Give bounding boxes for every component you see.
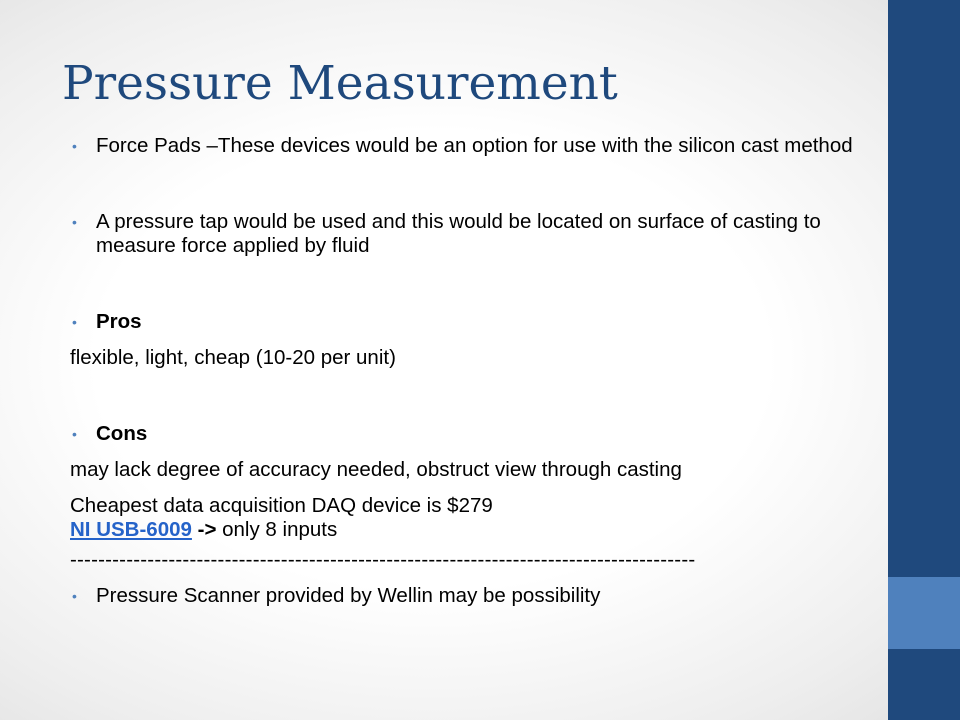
bullet-force-pads	[70, 134, 860, 158]
cons-heading: Cons	[96, 422, 148, 445]
daq-link[interactable]: NI USB-6009	[70, 518, 192, 541]
slide-title: Pressure Measurement	[62, 56, 618, 111]
bullet-dot-icon: •	[72, 314, 77, 330]
right-sidebar-accent	[888, 577, 960, 649]
daq-inputs-text: only 8 inputs	[216, 518, 338, 541]
daq-text: Cheapest data acquisition DAQ device is $279	[70, 494, 493, 517]
slide-body	[70, 134, 860, 608]
bullet-pressure-tap	[70, 210, 860, 258]
pros-text: flexible, light, cheap (10-20 per unit)	[70, 346, 396, 369]
bullet-text: A pressure tap would be used and this would be located on surface of casting to measure force applied by fluid	[96, 210, 821, 257]
bullet-text: Force Pads –These devices would be an option for use with the silicon cast method	[96, 134, 853, 157]
cons-text: may lack degree of accuracy needed, obstruct view through casting	[70, 458, 682, 481]
bullet-dot-icon: •	[72, 214, 77, 230]
bullet-cons-heading	[70, 422, 860, 446]
daq-line	[70, 518, 860, 542]
bullet-dot-icon: •	[72, 138, 77, 154]
arrow-text: ->	[191, 518, 217, 541]
bullet-dot-icon: •	[72, 426, 77, 442]
bullet-text: Pressure Scanner provided by Wellin may be possibility	[96, 584, 601, 607]
bullet-pros-heading	[70, 310, 860, 334]
separator-line: -----------------------------------------------------------------------------------------	[70, 548, 696, 571]
bullet-pressure-scanner	[70, 584, 860, 608]
pros-heading: Pros	[96, 310, 142, 333]
bullet-dot-icon: •	[72, 588, 77, 604]
